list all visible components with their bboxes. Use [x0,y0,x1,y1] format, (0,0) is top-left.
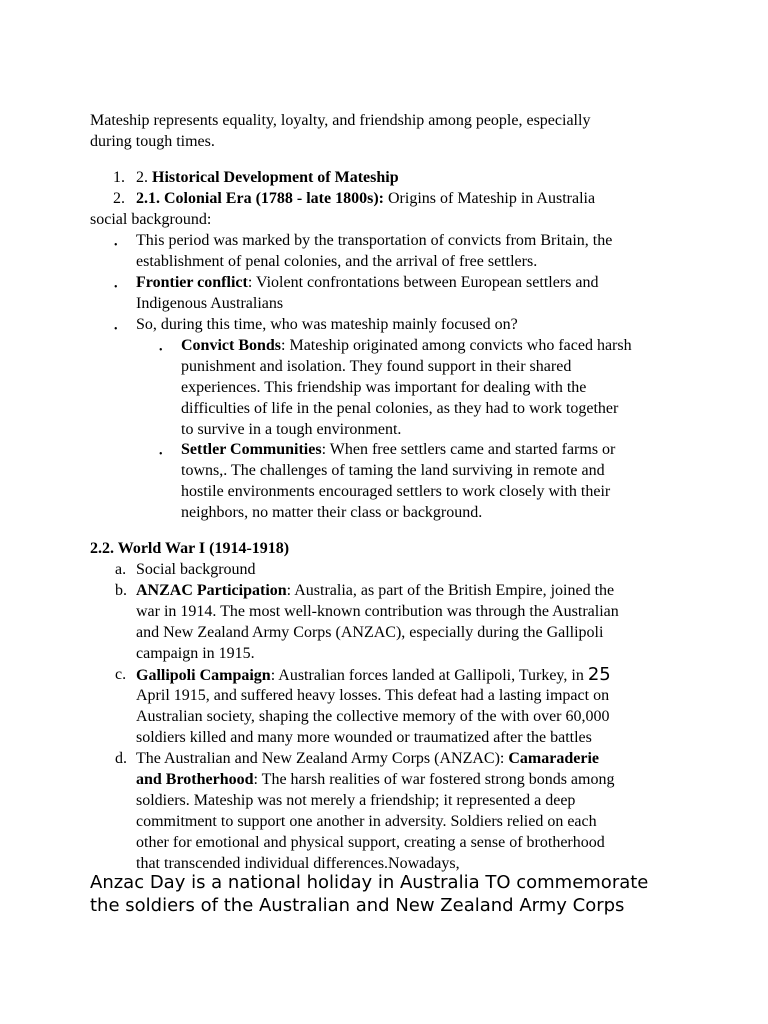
item-b-line-4: campaign in 1915. [136,645,255,662]
convict-bonds-term: Convict Bonds [181,337,282,354]
bullet-dot: • [114,282,118,293]
item-c-text: : Australian forces landed at Gallipoli, Turkey, in [270,667,588,684]
item-d-line-3: soldiers. Mateship was not merely a friendship; it represented a deep [136,792,576,809]
item-c-line-1 [136,664,611,686]
section-heading-historical: Historical Development of Mateship [152,169,399,186]
item-c-date-number: 25 [587,664,611,685]
numbered-marker-2: 2. [113,190,125,207]
convict-line-2: punishment and isolation. They found support in their shared [181,358,572,375]
convict-line-1 [181,335,632,356]
anzac-participation-term: ANZAC Participation [136,582,287,599]
numbered-item-1-prefix: 2. [136,169,152,186]
item-d-line-5: other for emotional and physical support, creating a sense of brotherhood [136,834,605,851]
item-d-marker: d. [115,750,127,767]
section-heading-colonial: 2.1. Colonial Era (1788 - late 1800s): [136,190,384,207]
item-d-text: The Australian and New Zealand Army Corps (ANZAC): [136,750,509,767]
settler-line-3: hostile environments encouraged settlers to work closely with their [181,483,611,500]
gallipoli-campaign-term: Gallipoli Campaign [136,667,271,684]
settler-text: : When free settlers came and started farms or [321,441,616,458]
numbered-item-1 [136,167,399,188]
settler-line-2: towns,. The challenges of taming the land surviving in remote and [181,462,605,479]
item-c-line-4: soldiers killed and many more wounded or traumatized after the battles [136,729,592,746]
settler-line-1 [181,439,615,460]
bullet-1-line-1: This period was marked by the transportation of convicts from Britain, the [136,232,613,249]
numbered-item-2-text: Origins of Mateship in Australia [383,190,596,207]
settler-line-4: neighbors, no matter their class or background. [181,504,483,521]
sub-bullet-dot: • [159,345,163,356]
brotherhood-term: and Brotherhood [136,771,254,788]
item-b-text: : Australia, as part of the British Empire, joined the [286,582,615,599]
item-a-marker: a. [115,561,127,578]
bullet-dot: • [114,324,118,335]
anzac-day-line-1: Anzac Day is a national holiday in Australia TO commemorate [90,872,649,893]
settler-communities-term: Settler Communities [181,441,322,458]
item-d-line-2-text: : The harsh realities of war fostered strong bonds among [253,771,615,788]
sub-bullet-dot: • [159,449,163,460]
item-d-line-2 [136,769,614,790]
numbered-marker-1: 1. [113,169,125,186]
item-c-line-3: Australian society, shaping the collective memory of the with over 60,000 [136,708,610,725]
item-b-marker: b. [115,582,127,599]
bullet-2-line-2: Indigenous Australians [136,295,284,312]
item-b-line-2: war in 1914. The most well-known contribution was through the Australian [136,603,619,620]
social-background-label: social background: [90,211,212,228]
convict-line-5: to survive in a tough environment. [181,421,402,438]
intro-line-2: during tough times. [90,133,215,150]
numbered-item-2 [136,188,595,209]
item-d-line-6: that transcended individual differences.Nowadays, [136,855,460,872]
intro-line-1: Mateship represents equality, loyalty, and friendship among people, especially [90,112,591,129]
bullet-3-line-1: So, during this time, who was mateship mainly focused on? [136,316,518,333]
bullet-dot: • [114,240,118,251]
bullet-1-line-2: establishment of penal colonies, and the arrival of free settlers. [136,253,538,270]
item-d-line-1 [136,748,599,769]
item-b-line-1 [136,580,614,601]
ww1-heading-text: 2.2. World War I (1914-1918) [90,540,290,557]
convict-line-3: experiences. This friendship was important for dealing with the [181,379,587,396]
convict-line-4: difficulties of life in the penal colonies, as they had to work together [181,400,619,417]
anzac-day-line-2: the soldiers of the Australian and New Zealand Army Corps [90,895,625,916]
bullet-2-text: : Violent confrontations between European settlers and [247,274,599,291]
camaraderie-term: Camaraderie [508,750,599,767]
item-a-line-1: Social background [136,561,256,578]
ww1-heading [90,538,289,559]
bullet-2-line-1 [136,272,598,293]
frontier-conflict-term: Frontier conflict [136,274,248,291]
convict-text: : Mateship originated among convicts who faced harsh [281,337,632,354]
item-c-marker: c. [115,666,127,683]
item-b-line-3: and New Zealand Army Corps (ANZAC), especially during the Gallipoli [136,624,604,641]
item-c-line-2: April 1915, and suffered heavy losses. This defeat had a lasting impact on [136,687,610,704]
item-d-line-4: commitment to support one another in adversity. Soldiers relied on each [136,813,597,830]
